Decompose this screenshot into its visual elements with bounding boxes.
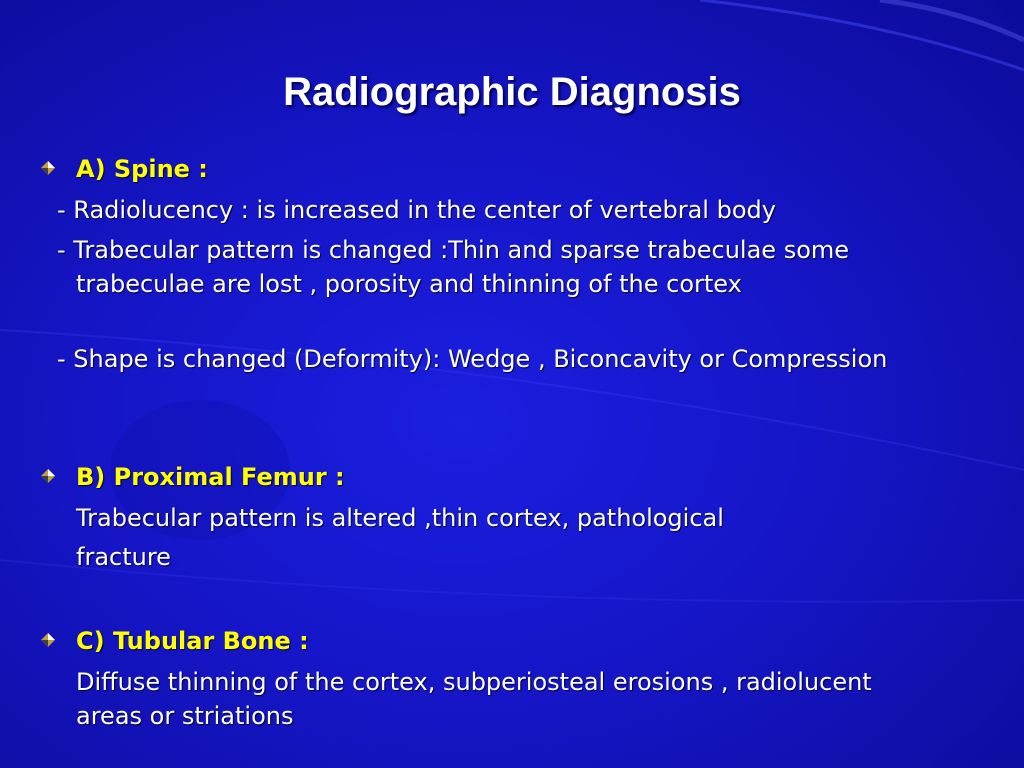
femur-line-1: Trabecular pattern is altered ,thin cortex, pathological — [76, 504, 724, 532]
diamond-bullet-icon — [40, 468, 56, 484]
spine-line-2: - Trabecular pattern is changed :Thin and sparse trabeculae some trabeculae are lost , porosity and thinning of the cortex — [57, 236, 850, 298]
diamond-bullet-icon — [40, 160, 56, 176]
slide-title: Radiographic Diagnosis — [283, 70, 741, 114]
femur-line-2: fracture — [76, 543, 171, 571]
section-heading-tubular-bone: C) Tubular Bone : — [76, 627, 309, 655]
section-heading-spine: A) Spine : — [76, 155, 208, 183]
section-heading-proximal-femur: B) Proximal Femur : — [76, 463, 345, 491]
spine-line-1: - Radiolucency : is increased in the center of vertebral body — [57, 196, 776, 224]
spine-line-3: - Shape is changed (Deformity): Wedge , Biconcavity or Compression — [57, 345, 888, 373]
diamond-bullet-icon — [40, 632, 56, 648]
tubular-line-1: Diffuse thinning of the cortex, subperiosteal erosions , radiolucent areas or striations — [76, 668, 872, 730]
